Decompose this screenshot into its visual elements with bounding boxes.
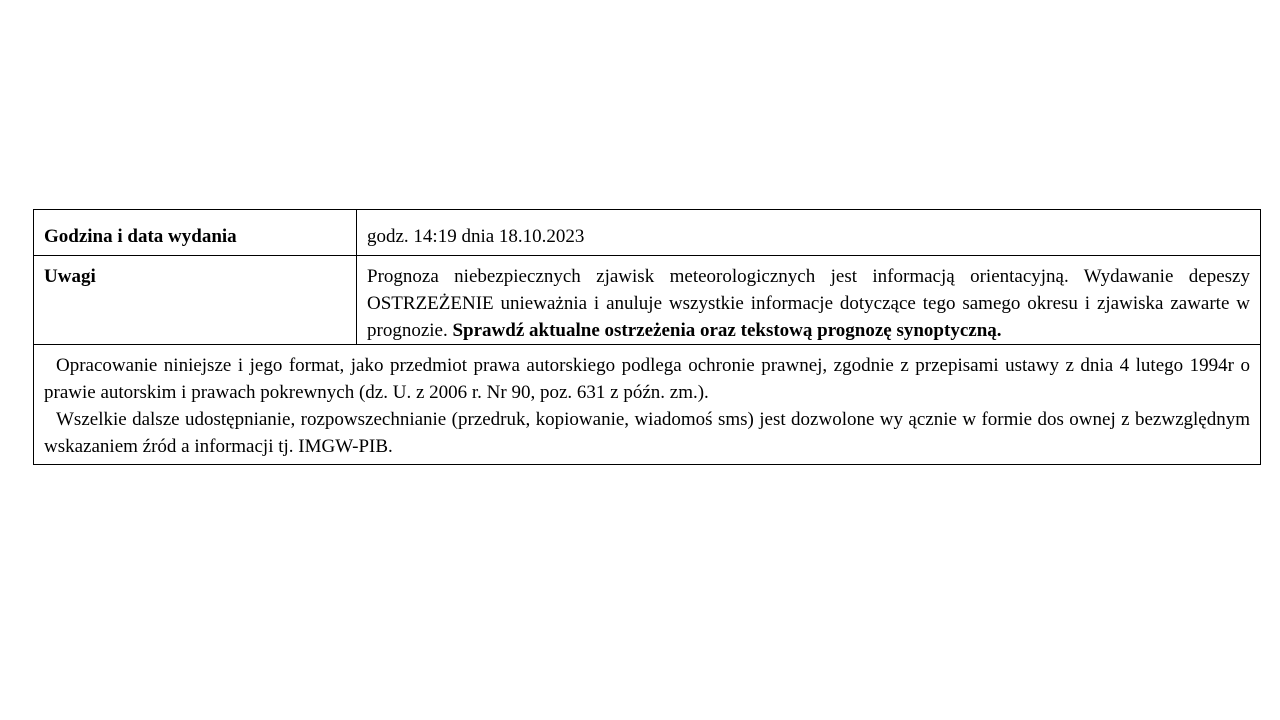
notes-row xyxy=(34,256,1261,345)
copyright-notice xyxy=(34,345,1261,465)
issue-time-row xyxy=(34,210,1261,256)
notes-check-warnings: Sprawdź aktualne ostrzeżenia oraz tekstową prognozę synoptyczną. xyxy=(452,320,1002,341)
redistribution-paragraph: Wszelkie dalsze udostępnianie, rozpowszechnianie (przedruk, kopiowanie, wiadomoś sms) jest dozwolone wy ącznie w formie dos ownej z bezwzględnym wskazaniem źród a informacji tj. IMGW-PIB. xyxy=(44,409,1250,457)
issue-time-value: godz. 14:19 dnia 18.10.2023 xyxy=(357,210,1261,256)
forecast-info-table xyxy=(33,209,1261,465)
copyright-paragraph: Opracowanie niniejsze i jego format, jako przedmiot prawa autorskiego podlega ochronie prawnej, zgodnie z przepisami ustawy z dnia 4 lutego 1994r o prawie autorskim i prawach pokrewnych (dz. U. z 2006 r. Nr 90, poz. 631 z późn. zm.). xyxy=(44,355,1250,403)
notes-text: Prognoza niebezpiecznych zjawisk meteorologicznych jest informacją orientacyjną. Wydawanie depeszy OSTRZEŻENIE unieważnia i anuluje wszystkie informacje dotyczące tego samego okresu i zjawiska zawarte w prognozie. xyxy=(367,266,1250,341)
copyright-row xyxy=(34,345,1261,465)
notes-label: Uwagi xyxy=(34,256,357,345)
issue-time-label: Godzina i data wydania xyxy=(34,210,357,256)
notes-value xyxy=(357,256,1261,345)
